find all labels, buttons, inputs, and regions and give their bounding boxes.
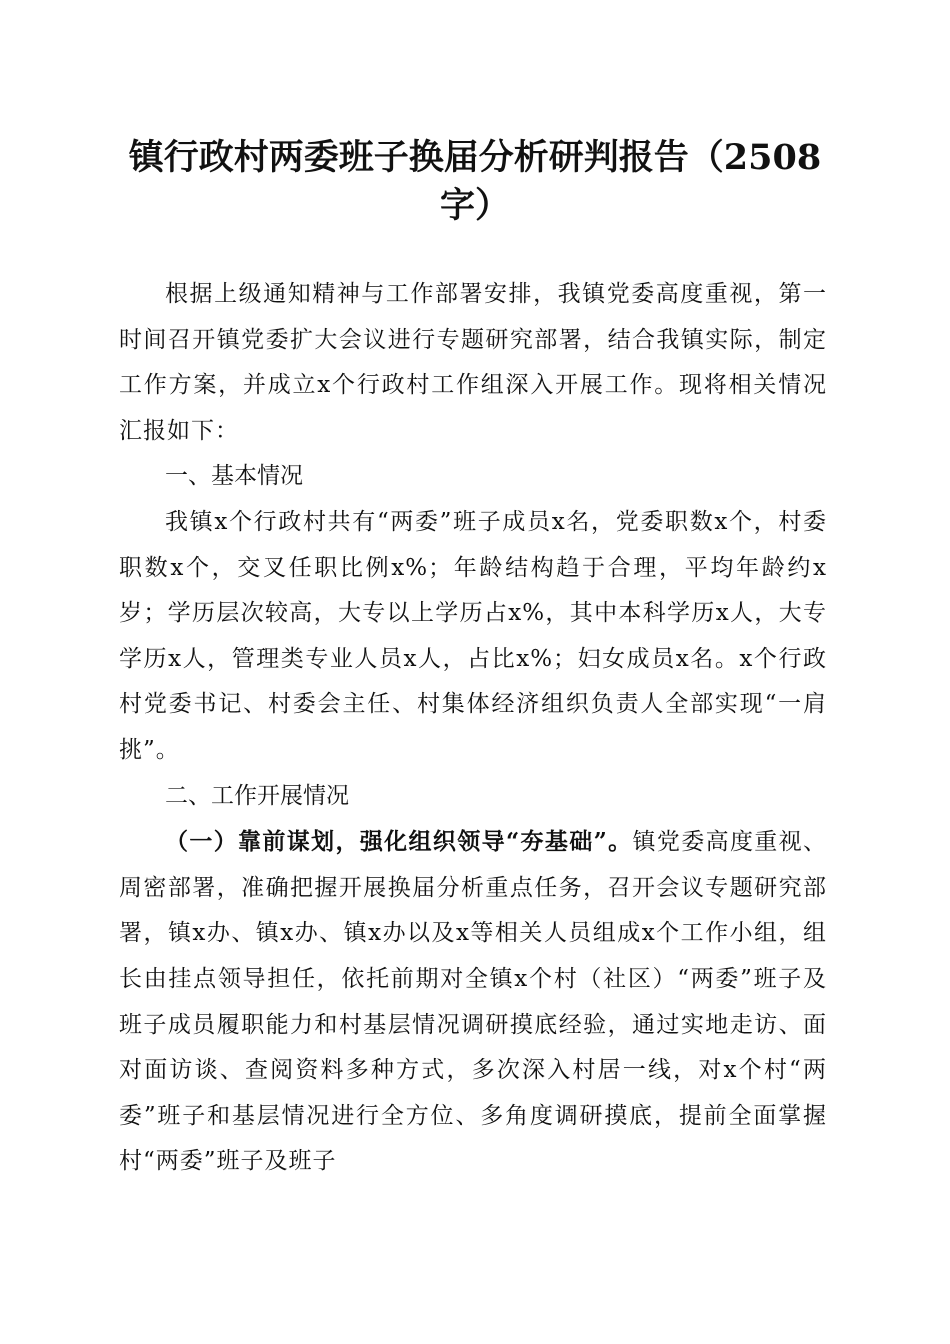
- section-heading-basic: 一、基本情况: [165, 463, 303, 490]
- basic-info-paragraph: 我镇x个行政村共有“两委”班子成员x名，党委职数x个，村委职数x个，交叉任职比例x%；年龄结构趋于合理，平均年龄约x岁；学历层次较高，大专以上学历占x%，其中本科学历x人，大专学历x人，管理类专业人员x人，占比x%；妇女成员x名。x个行政村党委书记、村委会主任、村集体经济组织负责人全部实现“一肩挑”。: [119, 508, 827, 763]
- document-body: [119, 272, 827, 1185]
- subsection-lead: （一）靠前谋划，强化组织领导“夯基础”。: [165, 828, 633, 856]
- subsection-text: 镇党委高度重视、周密部署，准确把握开展换届分析重点任务，召开会议专题研究部署，镇x办、镇x办、镇x办以及x等相关人员组成x个工作小组，组长由挂点领导担任，依托前期对全镇x个村（社区）“两委”班子及班子成员履职能力和村基层情况调研摸底经验，通过实地走访、面对面访谈、查阅资料多种方式，多次深入村居一线，对x个村“两委”班子和基层情况进行全方位、多角度调研摸底，提前全面掌握村“两委”班子及班子: [119, 829, 828, 1175]
- intro-paragraph: 根据上级通知精神与工作部署安排，我镇党委高度重视，第一时间召开镇党委扩大会议进行专题研究部署，结合我镇实际，制定工作方案，并成立x个行政村工作组深入开展工作。现将相关情况汇报如下：: [119, 281, 827, 444]
- section-heading-work: 二、工作开展情况: [165, 782, 349, 809]
- work-paragraph-1: [119, 819, 827, 1185]
- document-title: 镇行政村两委班子换届分析研判报告（2508字）: [128, 137, 822, 226]
